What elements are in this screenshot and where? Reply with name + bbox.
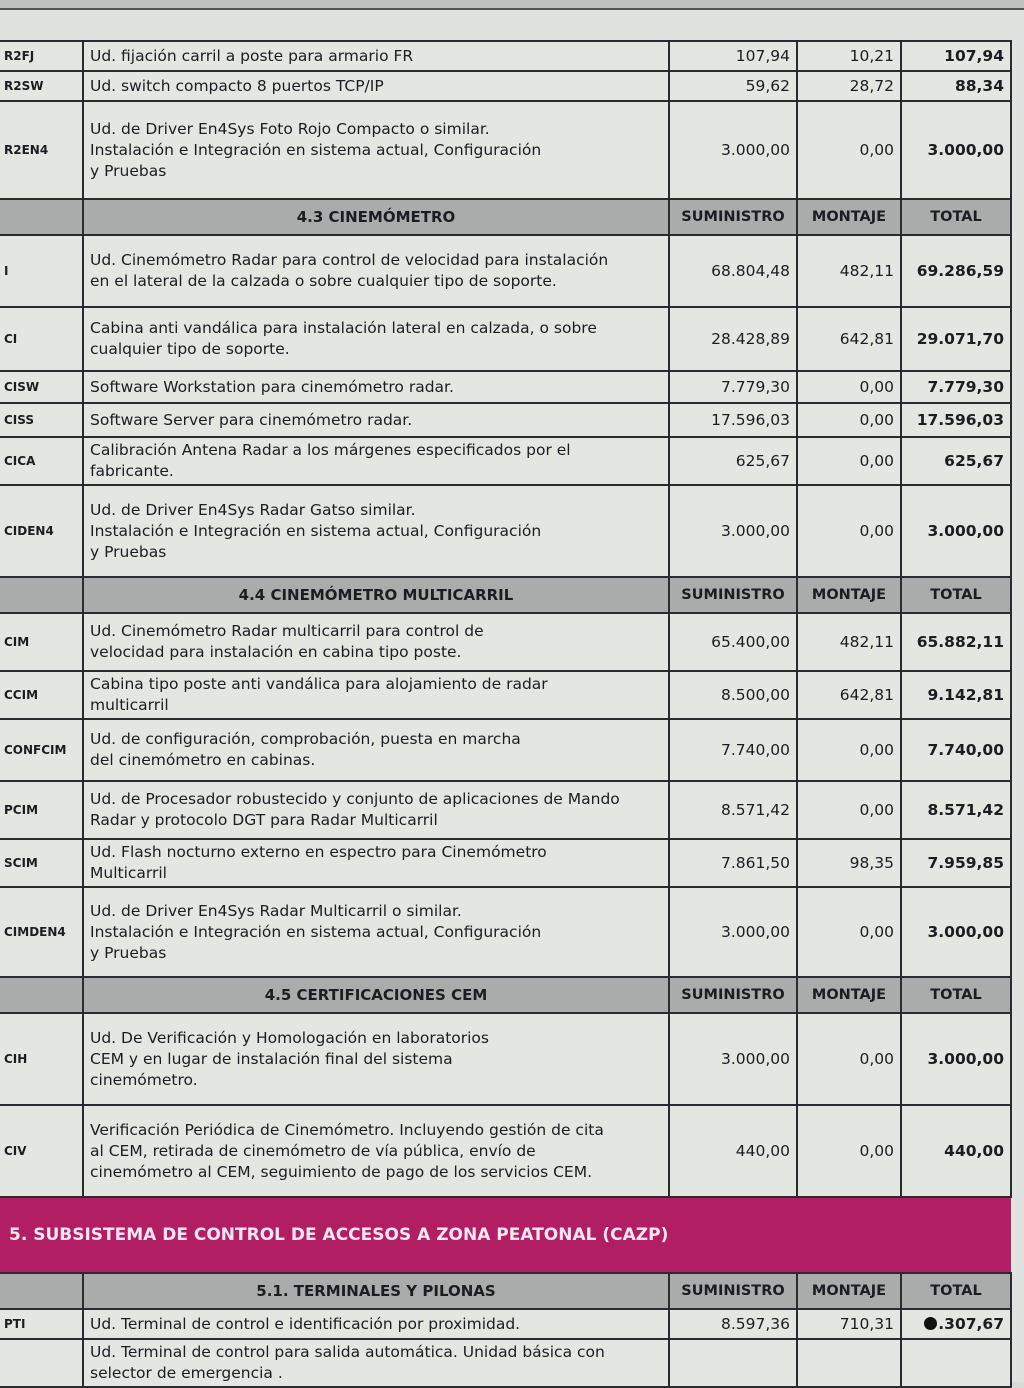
item-code: R2SW [0, 71, 83, 101]
table-row [0, 371, 1011, 403]
item-code: CIM [0, 613, 83, 671]
total-value: 3.000,00 [901, 887, 1011, 977]
montaje-value: 642,81 [797, 307, 901, 371]
total-value: 8.571,42 [901, 781, 1011, 839]
suministro-value: 65.400,00 [669, 613, 797, 671]
suministro-value: 59,62 [669, 71, 797, 101]
item-description: Ud. Cinemómetro Radar para control de velocidad para instalación en el lateral de la calzada o sobre cualquier tipo de soporte. [83, 235, 669, 307]
item-code: CISW [0, 371, 83, 403]
item-description: Ud. de configuración, comprobación, puesta en marcha del cinemómetro en cabinas. [83, 719, 669, 781]
section-code-blank [0, 577, 83, 613]
item-code: I [0, 235, 83, 307]
item-description: Ud. fijación carril a poste para armario FR [83, 41, 669, 71]
section-code-blank [0, 977, 83, 1013]
total-value: 29.071,70 [901, 307, 1011, 371]
header-total: TOTAL [901, 199, 1011, 235]
section-code-blank [0, 199, 83, 235]
header-montaje: MONTAJE [797, 977, 901, 1013]
item-description: Ud. de Driver En4Sys Radar Multicarril o similar. Instalación e Integración en sistema actual, Configuración y Pruebas [83, 887, 669, 977]
item-description: Verificación Periódica de Cinemómetro. Incluyendo gestión de cita al CEM, retirada de cinemómetro de vía pública, envío de cinemómetro al CEM, seguimiento de pago de los servicios CEM. [83, 1105, 669, 1197]
header-total: TOTAL [901, 977, 1011, 1013]
header-suministro: SUMINISTRO [669, 977, 797, 1013]
item-description: Ud. Terminal de control para salida automática. Unidad básica con selector de emergencia . [83, 1339, 669, 1387]
montaje-value: 10,21 [797, 41, 901, 71]
montaje-value: 0,00 [797, 887, 901, 977]
table-row [0, 101, 1011, 199]
suministro-value: 17.596,03 [669, 403, 797, 437]
suministro-value [669, 1339, 797, 1387]
section-header-5-1 [0, 1273, 1011, 1309]
header-suministro: SUMINISTRO [669, 577, 797, 613]
table-row [0, 71, 1011, 101]
table-row [0, 839, 1011, 887]
montaje-value: 0,00 [797, 1105, 901, 1197]
total-value: 440,00 [901, 1105, 1011, 1197]
total-value: 3.000,00 [901, 1013, 1011, 1105]
suministro-value: 3.000,00 [669, 1013, 797, 1105]
ink-dot-icon [924, 1317, 937, 1330]
header-suministro: SUMINISTRO [669, 1273, 797, 1309]
suministro-value: 8.500,00 [669, 671, 797, 719]
item-code: CIV [0, 1105, 83, 1197]
chapter-title: 5. SUBSISTEMA DE CONTROL DE ACCESOS A ZONA PEATONAL (CAZP) [0, 1197, 1011, 1273]
item-code: PCIM [0, 781, 83, 839]
item-code [0, 1339, 83, 1387]
table-row [0, 437, 1011, 485]
item-description: Software Workstation para cinemómetro radar. [83, 371, 669, 403]
total-value: 7.779,30 [901, 371, 1011, 403]
header-montaje: MONTAJE [797, 199, 901, 235]
item-description: Ud. de Procesador robustecido y conjunto de aplicaciones de Mando Radar y protocolo DGT para Radar Multicarril [83, 781, 669, 839]
table-row [0, 41, 1011, 71]
item-description: Ud. Flash nocturno externo en espectro para Cinemómetro Multicarril [83, 839, 669, 887]
item-description: Cabina anti vandálica para instalación lateral en calzada, o sobre cualquier tipo de soporte. [83, 307, 669, 371]
montaje-value: 0,00 [797, 371, 901, 403]
item-code: CISS [0, 403, 83, 437]
item-code: CIMDEN4 [0, 887, 83, 977]
montaje-value: 0,00 [797, 437, 901, 485]
table-row [0, 1105, 1011, 1197]
table-row [0, 235, 1011, 307]
suministro-value: 28.428,89 [669, 307, 797, 371]
item-code: SCIM [0, 839, 83, 887]
table-row [0, 485, 1011, 577]
suministro-value: 7.779,30 [669, 371, 797, 403]
montaje-value: 0,00 [797, 403, 901, 437]
suministro-value: 3.000,00 [669, 101, 797, 199]
table-row [0, 1013, 1011, 1105]
montaje-value: 710,31 [797, 1309, 901, 1339]
section-title: 5.1. TERMINALES Y PILONAS [83, 1273, 669, 1309]
suministro-value: 68.804,48 [669, 235, 797, 307]
item-description: Calibración Antena Radar a los márgenes especificados por el fabricante. [83, 437, 669, 485]
item-code: CI [0, 307, 83, 371]
suministro-value: 440,00 [669, 1105, 797, 1197]
item-description: Ud. De Verificación y Homologación en laboratorios CEM y en lugar de instalación final del sistema cinemómetro. [83, 1013, 669, 1105]
header-montaje: MONTAJE [797, 1273, 901, 1309]
chapter-band [0, 1197, 1011, 1273]
header-total: TOTAL [901, 1273, 1011, 1309]
item-code: R2EN4 [0, 101, 83, 199]
item-description: Cabina tipo poste anti vandálica para alojamiento de radar multicarril [83, 671, 669, 719]
item-code: CIH [0, 1013, 83, 1105]
item-description: Ud. de Driver En4Sys Foto Rojo Compacto o similar. Instalación e Integración en sistema actual, Configuración y Pruebas [83, 101, 669, 199]
total-value: 7.959,85 [901, 839, 1011, 887]
total-value: 9.142,81 [901, 671, 1011, 719]
montaje-value: 0,00 [797, 781, 901, 839]
montaje-value: 0,00 [797, 485, 901, 577]
section-title: 4.3 CINEMÓMETRO [83, 199, 669, 235]
total-value: .307,67 [901, 1309, 1011, 1339]
item-description: Software Server para cinemómetro radar. [83, 403, 669, 437]
header-montaje: MONTAJE [797, 577, 901, 613]
total-value: 69.286,59 [901, 235, 1011, 307]
suministro-value: 3.000,00 [669, 485, 797, 577]
suministro-value: 625,67 [669, 437, 797, 485]
total-value: 88,34 [901, 71, 1011, 101]
suministro-value: 7.861,50 [669, 839, 797, 887]
montaje-value: 28,72 [797, 71, 901, 101]
suministro-value: 8.597,36 [669, 1309, 797, 1339]
table-row [0, 671, 1011, 719]
item-code: R2FJ [0, 41, 83, 71]
section-code-blank [0, 1273, 83, 1309]
item-code: CONFCIM [0, 719, 83, 781]
montaje-value [797, 1339, 901, 1387]
montaje-value: 98,35 [797, 839, 901, 887]
table-row [0, 613, 1011, 671]
total-value: 625,67 [901, 437, 1011, 485]
header-suministro: SUMINISTRO [669, 199, 797, 235]
total-value: 7.740,00 [901, 719, 1011, 781]
section-header-4-4 [0, 577, 1011, 613]
total-value [901, 1339, 1011, 1387]
item-code: CCIM [0, 671, 83, 719]
item-description: Ud. switch compacto 8 puertos TCP/IP [83, 71, 669, 101]
montaje-value: 482,11 [797, 235, 901, 307]
section-header-4-5 [0, 977, 1011, 1013]
section-title: 4.5 CERTIFICACIONES CEM [83, 977, 669, 1013]
item-code: PTI [0, 1309, 83, 1339]
table-row [0, 403, 1011, 437]
total-value: 3.000,00 [901, 101, 1011, 199]
montaje-value: 0,00 [797, 1013, 901, 1105]
item-description: Ud. de Driver En4Sys Radar Gatso similar. Instalación e Integración en sistema actual, Configuración y Pruebas [83, 485, 669, 577]
table-row [0, 781, 1011, 839]
table-row [0, 719, 1011, 781]
budget-table-body [0, 41, 1011, 1387]
total-value: 17.596,03 [901, 403, 1011, 437]
total-value: 65.882,11 [901, 613, 1011, 671]
budget-table [0, 40, 1012, 1388]
suministro-value: 3.000,00 [669, 887, 797, 977]
montaje-value: 0,00 [797, 101, 901, 199]
table-row [0, 307, 1011, 371]
montaje-value: 482,11 [797, 613, 901, 671]
suministro-value: 7.740,00 [669, 719, 797, 781]
section-header-4-3 [0, 199, 1011, 235]
item-code: CIDEN4 [0, 485, 83, 577]
item-description: Ud. Terminal de control e identificación por proximidad. [83, 1309, 669, 1339]
table-row [0, 887, 1011, 977]
table-row [0, 1339, 1011, 1387]
section-title: 4.4 CINEMÓMETRO MULTICARRIL [83, 577, 669, 613]
total-value: 107,94 [901, 41, 1011, 71]
suministro-value: 107,94 [669, 41, 797, 71]
montaje-value: 642,81 [797, 671, 901, 719]
item-description: Ud. Cinemómetro Radar multicarril para control de velocidad para instalación en cabina tipo poste. [83, 613, 669, 671]
total-value: 3.000,00 [901, 485, 1011, 577]
top-rule [0, 0, 1024, 10]
suministro-value: 8.571,42 [669, 781, 797, 839]
item-code: CICA [0, 437, 83, 485]
header-total: TOTAL [901, 577, 1011, 613]
table-row [0, 1309, 1011, 1339]
montaje-value: 0,00 [797, 719, 901, 781]
